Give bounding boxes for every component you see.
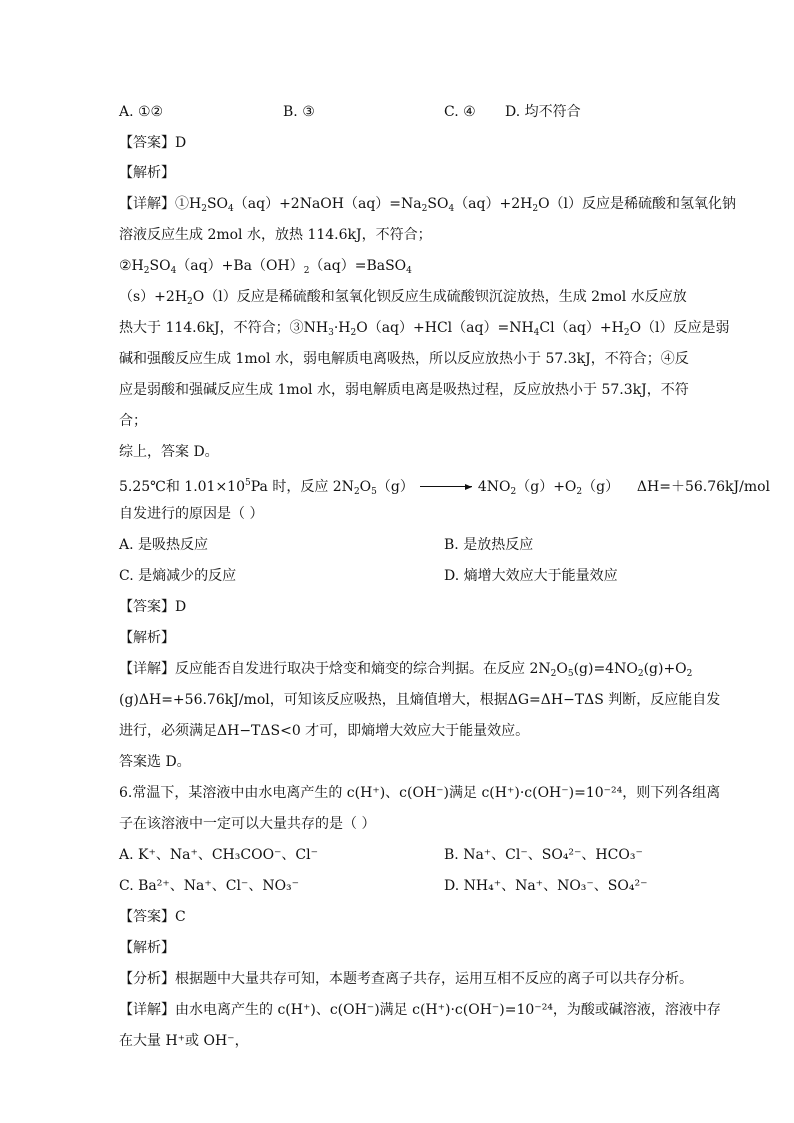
q6-stem-line-2: 子在该溶液中一定可以大量共存的是（ ） xyxy=(119,816,376,832)
q5-option-d: D. 熵增大效应大于能量效应 xyxy=(444,568,618,584)
q4-detail-text-3: 反应是稀硫酸和氢氧化钡反应生成硫酸钡沉淀放热，生成 2mol 水反应放 xyxy=(236,289,687,305)
q4-answer: 【答案】D xyxy=(119,135,187,151)
q5-option-b: B. 是放热反应 xyxy=(444,537,534,553)
q4-detail-line-1: 【详解】$①H_2SO_4(aq)+2NaOH(aq)=Na_2SO_4(aq)+2H_2O(l)$反应是稀硫酸和氢氧化钠 xyxy=(119,196,737,214)
q4-detail-line-7: 应是弱酸和强碱反应生成 1mol 水，弱电解质电离是吸热过程，反应放热小于 57.3kJ，不符 xyxy=(119,382,689,398)
q6-option-a: A. K⁺、Na⁺、CH₃COO⁻、Cl⁻ xyxy=(119,847,319,863)
q4-detail-line-3: $②H_2SO_4(aq)+Ba(OH)_2(aq)=BaSO_4$ xyxy=(119,258,412,276)
q4-conclusion: 综上，答案 D。 xyxy=(119,444,219,460)
q4-detail-line-4: $(s)+2H_2O(l)$反应是稀硫酸和氢氧化钡反应生成硫酸钡沉淀放热，生成 2mol 水反应放 xyxy=(119,289,687,307)
q5-detail-line-2: (g)ΔH=+56.76kJ/mol，可知该反应吸热，且熵值增大，根据ΔG=ΔH−TΔS 判断，反应能自发 xyxy=(119,692,721,708)
q5-answer: 【答案】D xyxy=(119,599,187,615)
q4-analysis-heading: 【解析】 xyxy=(119,165,175,181)
q6-answer: 【答案】C xyxy=(119,909,186,925)
q6-option-c: C. Ba²⁺、Na⁺、Cl⁻、NO₃⁻ xyxy=(119,878,300,894)
q4-detail-line-8: 合； xyxy=(119,413,147,429)
q5-option-a: A. 是吸热反应 xyxy=(119,537,209,553)
q4-detail-line-6: 碱和强酸反应生成 1mol 水，弱电解质电离吸热，所以反应放热小于 57.3kJ，不符合；④反 xyxy=(119,351,689,367)
q5-stem-line-1: 5.25℃和 $1.01\times 10^5Pa$ 时，反应 $2N_2O_5(g)$ $4NO_2(g)+O_2(g)$ ΔH=＋56.76kJ/mol xyxy=(119,478,771,497)
q5-detail-line-1: 【详解】反应能否自发进行取决于焓变和熵变的综合判据。在反应 $2N_2O_5(g)=4NO_2(g)+O_2$ xyxy=(119,661,693,679)
q4-detail-line-5: 热大于 114.6kJ，不符合；$③NH_3\cdot H_2O(aq)+HCl(aq)=NH_4Cl(aq)+H_2O(l)$反应是弱 xyxy=(119,320,730,338)
q5-option-c: C. 是熵减少的反应 xyxy=(119,568,237,584)
q6-analysis-line: 【分析】根据题中大量共存可知，本题考查离子共存，运用互相不反应的离子可以共存分析。 xyxy=(119,971,693,987)
q5-detail-label: 【详解】 xyxy=(119,661,175,677)
q6-option-b: B. Na⁺、Cl⁻、SO₄²⁻、HCO₃⁻ xyxy=(444,847,643,863)
q6-detail-label: 【详解】 xyxy=(119,1002,175,1018)
q5-stem-line-2: 自发进行的原因是（ ） xyxy=(119,506,264,522)
q4-option-a: A. ①② xyxy=(119,104,164,120)
q4-option-d: D. 均不符合 xyxy=(505,104,581,120)
q6-stem-line-1: 6.常温下，某溶液中由水电离产生的 c(H⁺)、c(OH⁻)满足 c(H⁺)·c(OH⁻)=10⁻²⁴，则下列各组离 xyxy=(119,785,721,801)
q4-detail-line-2: 溶液反应生成 2mol 水，放热 114.6kJ，不符合； xyxy=(119,227,432,243)
q6-detail-line-2: 在大量 H⁺或 OH⁻， xyxy=(119,1033,249,1049)
q6-analysis-label: 【分析】 xyxy=(119,971,175,987)
q6-detail-line-1: 【详解】由水电离产生的 c(H⁺)、c(OH⁻)满足 c(H⁺)·c(OH⁻)=10⁻²⁴，为酸或碱溶液，溶液中存 xyxy=(119,1002,721,1018)
q4-option-c: C. ④ xyxy=(444,104,476,120)
q6-option-d: D. NH₄⁺、Na⁺、NO₃⁻、SO₄²⁻ xyxy=(444,878,648,894)
q5-detail-line-3: 进行，必须满足ΔH−TΔS<0 才可，即熵增大效应大于能量效应。 xyxy=(119,723,530,739)
q6-analysis-heading: 【解析】 xyxy=(119,940,175,956)
q4-detail-label: 【详解】 xyxy=(119,196,175,212)
reaction-arrow-icon xyxy=(420,484,472,490)
q5-conclusion: 答案选 D。 xyxy=(119,754,191,770)
q5-analysis-heading: 【解析】 xyxy=(119,630,175,646)
q4-detail-text-1: 反应是稀硫酸和氢氧化钠 xyxy=(582,196,737,212)
q4-option-b: B. ③ xyxy=(283,104,315,120)
